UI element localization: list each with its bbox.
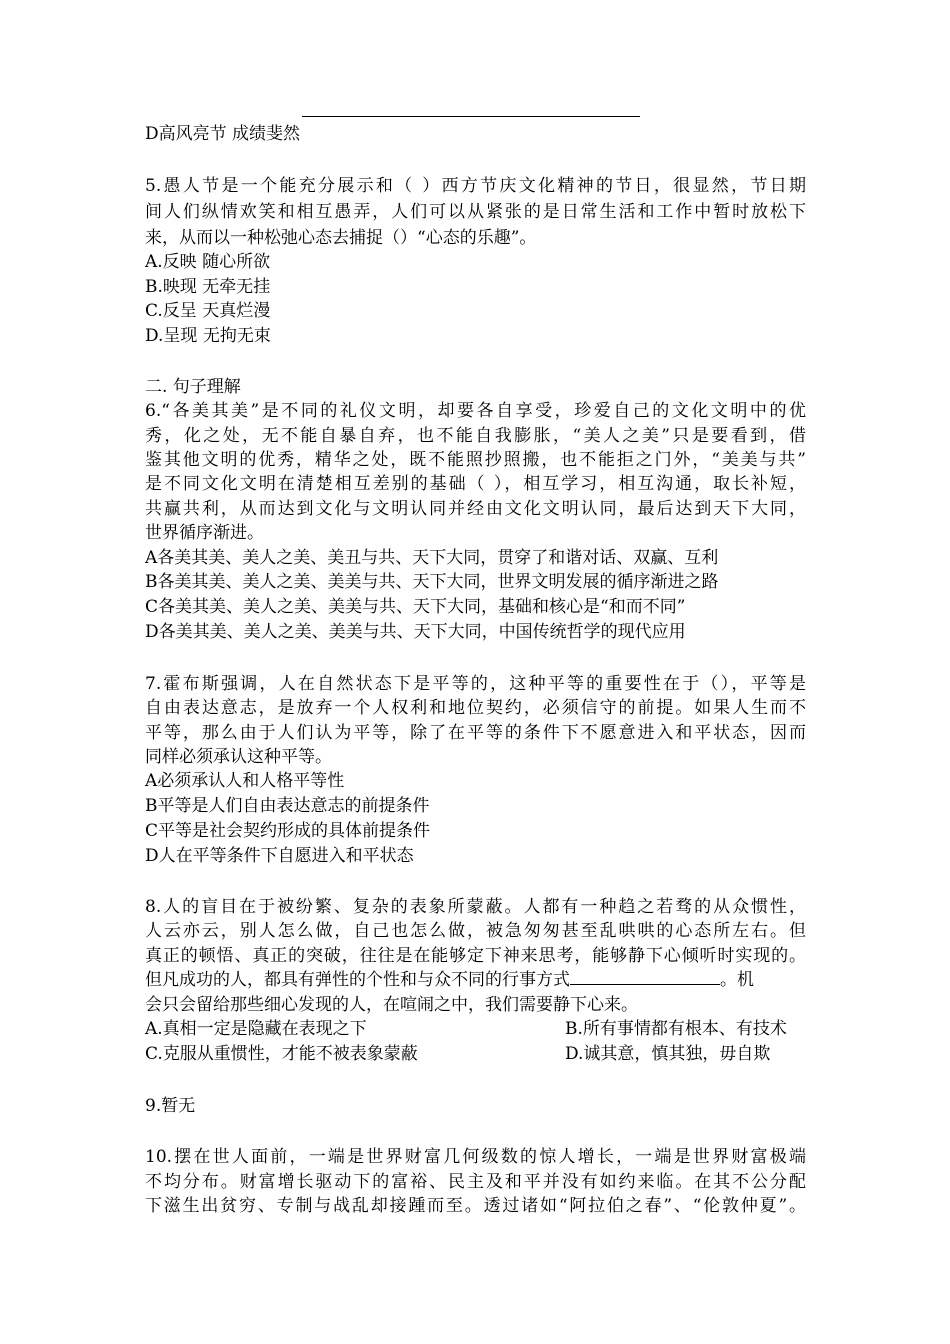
q7-option-a: A必须承认人和人格平等性 <box>145 771 345 791</box>
q6-option-d: D各美其美、美人之美、美美与共、天下大同，中国传统哲学的现代应用 <box>145 622 686 642</box>
q8-option-b: B.所有事情都有根本、有技术 <box>565 1019 787 1039</box>
q6-line-4: 是不同文化文明在清楚相互差别的基础（ ），相互学习，相互沟通，取长补短， <box>145 474 806 494</box>
q6-line-5: 共赢共利，从而达到文化与文明认同并经由文化文明认同，最后达到天下大同， <box>145 499 806 519</box>
q5-option-c: C.反呈 天真烂漫 <box>145 301 271 321</box>
q7-line-2: 自由表达意志，是放弃一个人权利和地位契约，必须信守的前提。如果人生而不 <box>145 698 806 718</box>
section-title: 二. 句子理解 <box>145 377 241 397</box>
q8-line-5: 会只会留给那些细心发现的人，在喧闹之中，我们需要静下心来。 <box>145 995 638 1015</box>
q7-line-1: 7.霍布斯强调，人在自然状态下是平等的，这种平等的重要性在于（），平等是 <box>145 674 806 694</box>
q7-option-b: B平等是人们自由表达意志的前提条件 <box>145 796 430 816</box>
option-d-fragment: D高风亮节 成绩斐然 <box>145 124 301 144</box>
q7-option-c: C平等是社会契约形成的具体前提条件 <box>145 821 431 841</box>
q10-line-1: 10.摆在世人面前，一端是世界财富几何级数的惊人增长，一端是世界财富极端 <box>145 1147 806 1167</box>
q8-line-3: 真正的顿悟、真正的突破，往往是在能够定下神来思考，能够静下心倾听时实现的。 <box>145 946 806 966</box>
q5-option-a: A.反映 随心所欲 <box>145 252 271 272</box>
q7-line-3: 平等，那么由于人们认为平等，除了在平等的条件下不愿意进入和平状态，因而 <box>145 723 806 743</box>
answer-blank <box>570 968 720 985</box>
question-9: 9.暂无 <box>145 1096 196 1116</box>
q10-line-2: 不均分布。财富增长驱动下的富裕、民主及和平并没有如约来临。在其不公分配 <box>145 1172 806 1192</box>
q6-line-3: 鉴其他文明的优秀，精华之处，既不能照抄照搬，也不能拒之门外，“美美与共” <box>145 450 806 470</box>
q6-option-b: B各美其美、美人之美、美美与共、天下大同，世界文明发展的循序渐进之路 <box>145 572 719 592</box>
q8-option-d: D.诚其意，慎其独，毋自欺 <box>565 1044 771 1064</box>
q5-line-1: 5.愚人节是一个能充分展示和（ ）西方节庆文化精神的节日，很显然，节日期 <box>145 176 806 196</box>
q6-line-1: 6.“各美其美”是不同的礼仪文明，却要各自享受，珍爱自己的文化文明中的优 <box>145 401 806 421</box>
q7-line-4: 同样必须承认这种平等。 <box>145 747 332 767</box>
q10-line-3: 下滋生出贫穷、专制与战乱却接踵而至。透过诸如“阿拉伯之春”、“伦敦仲夏”。 <box>145 1196 806 1216</box>
q8-option-a: A.真相一定是隐藏在表现之下 <box>145 1019 367 1039</box>
q8-line-2: 人云亦云，别人怎么做，自己也怎么做，被急匆匆甚至乱哄哄的心态所左右。但 <box>145 921 806 941</box>
q8-line-4-tail: 。机 <box>720 970 754 990</box>
q6-option-a: A各美其美、美人之美、美丑与共、天下大同，贯穿了和谐对话、双赢、互利 <box>145 548 719 568</box>
q5-option-b: B.映现 无牵无挂 <box>145 277 271 297</box>
q5-line-2: 间人们纵情欢笑和相互愚弄，人们可以从紧张的是日常生活和工作中暂时放松下 <box>145 202 806 222</box>
q8-line-1: 8.人的盲目在于被纷繁、复杂的表象所蒙蔽。人都有一种趋之若骛的从众惯性， <box>145 897 806 917</box>
q6-option-c: C各美其美、美人之美、美美与共、天下大同，基础和核心是“和而不同” <box>145 597 686 617</box>
q7-option-d: D人在平等条件下自愿进入和平状态 <box>145 846 414 866</box>
q8-line-4 <box>145 968 754 992</box>
q8-option-c: C.克服从重惯性，才能不被表象蒙蔽 <box>145 1044 418 1064</box>
q6-line-6: 世界循序渐进。 <box>145 523 264 543</box>
q6-line-2: 秀，化之处，无不能自暴自弃，也不能自我膨胀，“美人之美”只是要看到，借 <box>145 426 806 446</box>
top-rule <box>302 116 640 117</box>
q5-line-3: 来，从而以一种松弛心态去捕捉（）“心态的乐趣”。 <box>145 228 537 248</box>
q8-line-4-text: 但凡成功的人，都具有弹性的个性和与众不同的行事方式 <box>145 970 570 990</box>
q5-option-d: D.呈现 无拘无束 <box>145 326 271 346</box>
